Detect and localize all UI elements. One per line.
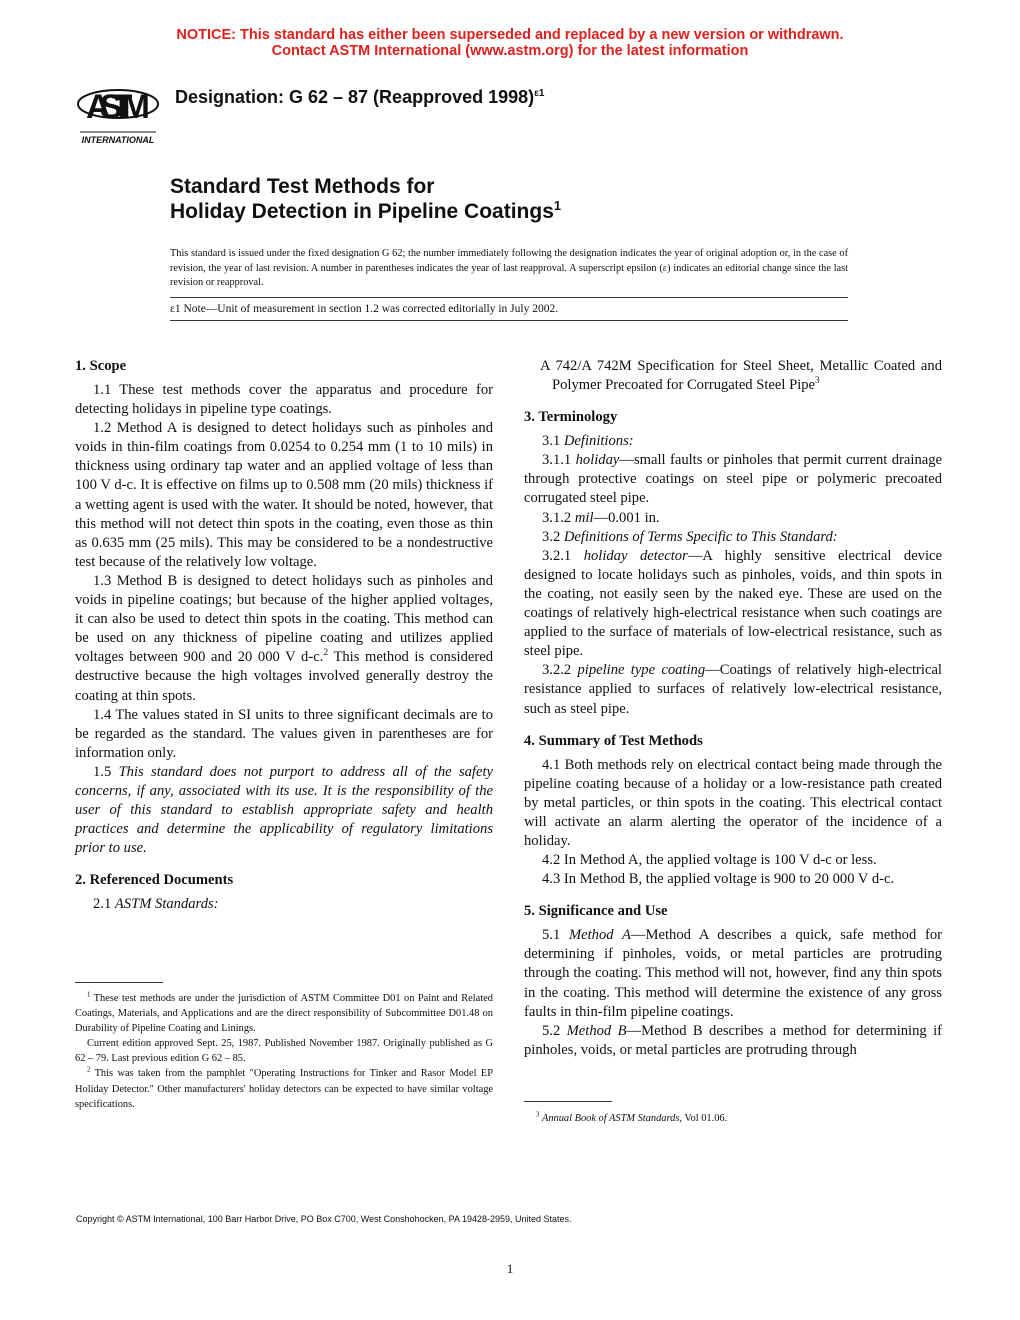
document-title <box>170 174 561 224</box>
text-run: 4.2 In Method A, the applied voltage is 100 V d-c or less. <box>542 852 877 869</box>
text-run: mil <box>574 509 594 526</box>
reference-item <box>524 357 942 395</box>
text-run: ASTM Standards: <box>114 896 219 913</box>
text-run: Definitions: <box>563 433 634 450</box>
section-heading: 5. Significance and Use <box>524 903 668 920</box>
paragraph <box>524 926 942 1021</box>
paragraph <box>75 381 493 419</box>
text-run: 1.3 Method B is designed to detect holidays such as pinholes and voids in pipeline coatings; but because of the higher applied voltages, it can also be used to detect thin spots in the coating. This method can be used on any thickness of pipeline coating and utilizes applied voltages between 900 and 20 000 V d-c. <box>75 572 493 666</box>
footnote <box>75 1036 493 1066</box>
text-run: —0.001 in. <box>593 509 660 526</box>
text-run: 5.1 <box>542 927 569 944</box>
text-run: 4.1 Both methods rely on electrical contact being made through the pipeline coating because of a holiday or a low-resistance path created by metal particles, or thin spots in the coating. This electrical contact will activate an alarm alerting the operator of the incidence of a holiday. <box>524 756 942 849</box>
text-run: This was taken from the pamphlet "Operating Instructions for Tinker and Rasor Model EP Holiday Detector." Other manufacturers' holiday detectors can be expected to have similar voltage specifications. <box>75 1068 493 1110</box>
title-footnote-ref: 1 <box>553 198 562 213</box>
title-line-1: Standard Test Methods for <box>170 175 435 198</box>
text-run: 3.2 <box>542 528 564 545</box>
section-heading: 4. Summary of Test Methods <box>524 732 703 749</box>
astm-logo <box>76 76 160 148</box>
text-run: 3.1.2 <box>542 509 575 526</box>
text-run: This method is considered destructive because the high voltages involved generally destroy the coating at thin spots. <box>75 649 493 704</box>
paragraph <box>524 451 942 508</box>
text-run: 1.1 These test methods cover the apparatus and procedure for detecting holidays in pipeline type coatings. <box>75 382 493 418</box>
text-run: holiday <box>575 452 620 469</box>
footnote-ref: 1 <box>87 991 91 999</box>
paragraph <box>524 509 942 528</box>
footnote <box>75 1066 493 1111</box>
paragraph <box>524 528 942 547</box>
right-column <box>524 357 942 1060</box>
paragraph <box>75 572 493 706</box>
text-run: 1.4 The values stated in SI units to three significant decimals are to be regarded as the standard. The values given in parentheses are for information only. <box>75 706 493 761</box>
supersession-notice <box>0 27 1020 59</box>
text-run: This standard does not purport to address all of the safety concerns, if any, associated with its use. It is the responsibility of the user of this standard to establish appropriate safety and health practices and determine the applicability of regulatory limitations prior to use. <box>75 763 493 857</box>
text-run: holiday detector <box>583 547 688 564</box>
text-run: —Method A describes a quick, safe method for determining if pinholes, voids, or metal particles are protruding through the coating. This method will not, however, find any thin spots in the coating. This method will determine the existence of any gross faults in thin-film pipeline coatings. <box>524 927 942 1020</box>
editorial-note: ε1 Note—Unit of measurement in section 1.2 was corrected editorially in July 2002. <box>170 303 559 315</box>
section-heading: 3. Terminology <box>524 409 618 426</box>
page-number: 1 <box>506 1261 514 1276</box>
text-run: 3.2.1 <box>542 547 584 564</box>
paragraph <box>524 756 942 851</box>
text-run: , Vol 01.06. <box>679 1113 728 1124</box>
text-run: Method A <box>568 927 631 944</box>
text-run: —A highly sensitive electrical device designed to locate holidays such as pinholes, voids, and thin spots in the coating, not easily seen by the naked eye. These are used on the coatings of relatively high-electrical resistance when such coatings are applied to the surface of materials of low-electrical resistance, such as steel pipe. <box>524 547 942 660</box>
text-run: 3.1.1 <box>542 452 576 469</box>
footnote-ref: 3 <box>536 1111 540 1119</box>
text-run: 1.5 <box>93 763 119 780</box>
copyright: Copyright © ASTM International, 100 Barr Harbor Drive, PO Box C700, West Conshohocken, PA 19428-2959, United States. <box>76 1214 572 1224</box>
text-run: —small faults or pinholes that permit current drainage through protective coatings on steel pipe or polymeric precoated corrugated steel pipe. <box>524 452 942 507</box>
footnote-divider <box>75 982 163 983</box>
text-run: 3.2.2 <box>542 662 578 679</box>
svg-text:ASTM: ASTM <box>86 88 150 126</box>
text-run: A 742/A 742M Specification for Steel Sheet, Metallic Coated and Polymer Precoated for Corrugated Steel Pipe <box>540 358 942 394</box>
text-run: 2.1 <box>93 896 115 913</box>
text-run: Annual Book of ASTM Standards <box>541 1113 680 1124</box>
section-heading: 1. Scope <box>75 358 127 374</box>
paragraph <box>524 547 942 662</box>
paragraph <box>75 763 493 858</box>
text-run: —Coatings of relatively high-electrical resistance applied to surfaces of relatively low-electrical resistance, such as steel pipe. <box>524 662 942 717</box>
footnote-divider <box>524 1101 612 1102</box>
paragraph <box>75 706 493 763</box>
footnote-ref: 3 <box>815 376 820 387</box>
notice-line-1: NOTICE: This standard has either been superseded and replaced by a new version or withdrawn. <box>176 27 844 43</box>
paragraph <box>524 851 942 870</box>
divider <box>170 320 848 321</box>
text-run: —Method B describes a method for determining if pinholes, voids, or metal particles are protruding through <box>524 1022 942 1058</box>
text-run: 5.2 <box>542 1022 567 1039</box>
left-footnotes <box>75 991 493 1112</box>
title-line-2: Holiday Detection in Pipeline Coatings <box>170 200 554 223</box>
paragraph <box>524 661 942 718</box>
paragraph <box>75 895 493 914</box>
section-heading: 2. Referenced Documents <box>75 872 234 889</box>
text-run: Definitions of Terms Specific to This Standard: <box>563 528 838 545</box>
designation-epsilon: ε1 <box>534 88 545 99</box>
text-run: These test methods are under the jurisdiction of ASTM Committee D01 on Paint and Related Coatings, Materials, and Applications and are the direct responsibility of Subcommittee D01.48 on Durability of Pipeline Coating and Linings. <box>75 993 493 1035</box>
text-run: Method B <box>566 1022 627 1039</box>
issue-note: This standard is issued under the fixed designation G 62; the number immediately following the designation indicates the year of original adoption or, in the case of revision, the year of last revision. A number in parentheses indicates the year of last reapproval. A superscript epsilon (ε) indicates an editorial change since the last revision or reapproval. <box>170 248 848 288</box>
paragraph <box>524 1022 942 1060</box>
text-run: 1.2 Method A is designed to detect holidays such as pinholes and voids in thin-film coatings from 0.0254 to 0.254 mm (1 to 10 mils) in thickness using ordinary tap water and an applied voltage of less than 100 V d-c. It is effective on films up to 0.508 mm (20 mils) thickness if a wetting agent is used with the water. It should be noted, however, that this method will not detect thin spots in the coating, even those as thin as 0.635 mm (25 mils). This may be considered to be a nondestructive test because of the relatively low voltage. <box>75 420 493 570</box>
footnote-ref: 2 <box>87 1067 91 1074</box>
text-run: 3.1 <box>542 433 564 450</box>
text-run: pipeline type coating <box>577 662 706 679</box>
footnote <box>75 991 493 1036</box>
divider <box>170 297 848 298</box>
paragraph <box>75 419 493 572</box>
text-run: Current edition approved Sept. 25, 1987. Published November 1987. Originally published as G 62 – 79. Last previous edition G 62 – 85. <box>75 1038 493 1065</box>
svg-text:INTERNATIONAL: INTERNATIONAL <box>81 135 155 145</box>
designation-text: Designation: G 62 – 87 (Reapproved 1998) <box>175 87 535 107</box>
left-column <box>75 357 493 914</box>
right-footnotes <box>524 1111 942 1126</box>
paragraph <box>524 870 942 889</box>
text-run: 4.3 In Method B, the applied voltage is 900 to 20 000 V d-c. <box>542 871 895 888</box>
notice-line-2: Contact ASTM International (www.astm.org) for the latest information <box>271 43 749 59</box>
designation <box>175 87 544 108</box>
footnote <box>524 1111 942 1126</box>
footnote-ref: 2 <box>323 648 329 659</box>
paragraph <box>524 432 942 451</box>
